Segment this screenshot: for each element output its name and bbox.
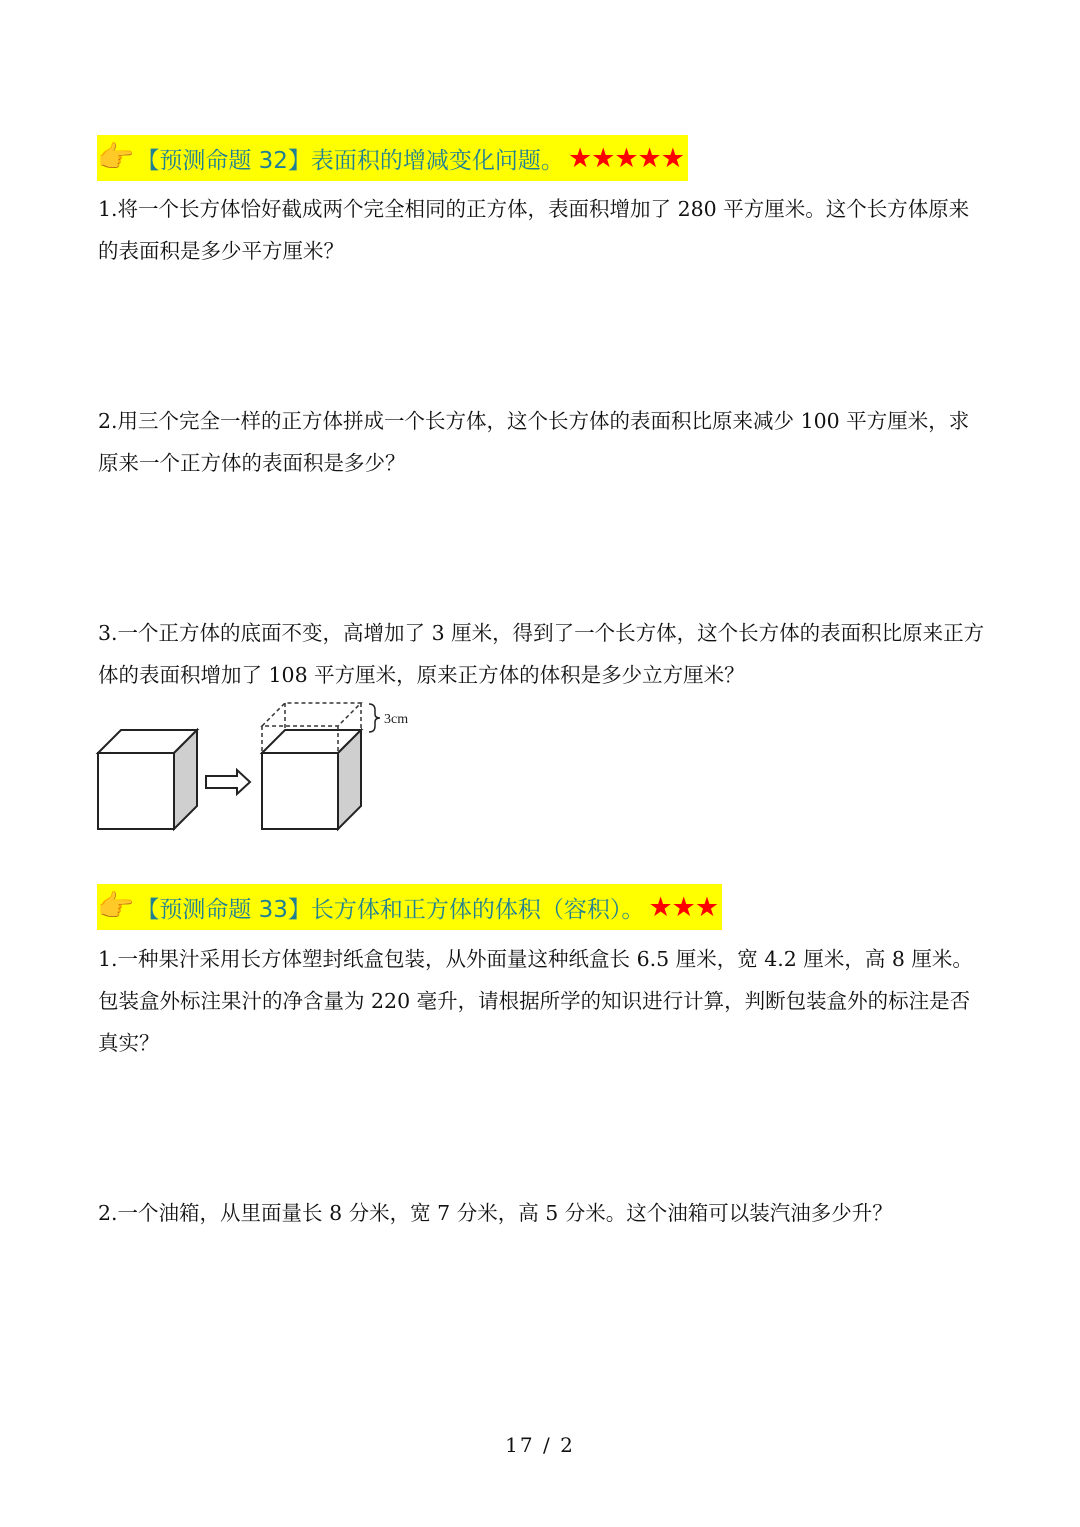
cube-to-cuboid-figure [92, 698, 432, 838]
star-rating-icon: ★★★★★ [567, 142, 684, 174]
star-rating-icon: ★★★ [648, 891, 719, 923]
pointing-hand-icon: 👉 [97, 140, 135, 175]
section-32-heading [97, 135, 688, 181]
arrow-icon [206, 770, 250, 794]
pointing-hand-icon: 👉 [97, 889, 135, 924]
extended-cuboid [262, 730, 361, 829]
page-number: 17 / 2 [505, 1433, 575, 1457]
section-33-title: 【预测命题 33】长方体和正方体的体积（容积）。 [136, 896, 645, 923]
original-cube [98, 730, 197, 829]
question-33-1: 1.一种果汁采用长方体塑封纸盒包装，从外面量这种纸盒长 6.5 厘米，宽 4.2 厘米，高 8 厘米。包装盒外标注果汁的净含量为 220 毫升，请根据所学的知识进行计算，判断包装盒外的标注是否真实？ [98, 947, 973, 1055]
section-33-heading [97, 884, 722, 930]
height-label: 3cm [384, 712, 409, 727]
question-33-2: 2.一个油箱，从里面量长 8 分米，宽 7 分米，高 5 分米。这个油箱可以装汽油多少升？ [98, 1201, 893, 1225]
question-32-3: 3.一个正方体的底面不变，高增加了 3 厘米，得到了一个长方体，这个长方体的表面积比原来正方体的表面积增加了 108 平方厘米，原来正方体的体积是多少立方厘米？ [98, 621, 985, 687]
section-32-title: 【预测命题 32】表面积的增减变化问题。 [136, 147, 564, 174]
brace-icon [369, 704, 380, 732]
question-32-1: 1.将一个长方体恰好截成两个完全相同的正方体，表面积增加了 280 平方厘米。这个长方体原来的表面积是多少平方厘米？ [98, 197, 970, 263]
question-32-2: 2.用三个完全一样的正方体拼成一个长方体，这个长方体的表面积比原来减少 100 平方厘米，求原来一个正方体的表面积是多少？ [98, 409, 970, 475]
